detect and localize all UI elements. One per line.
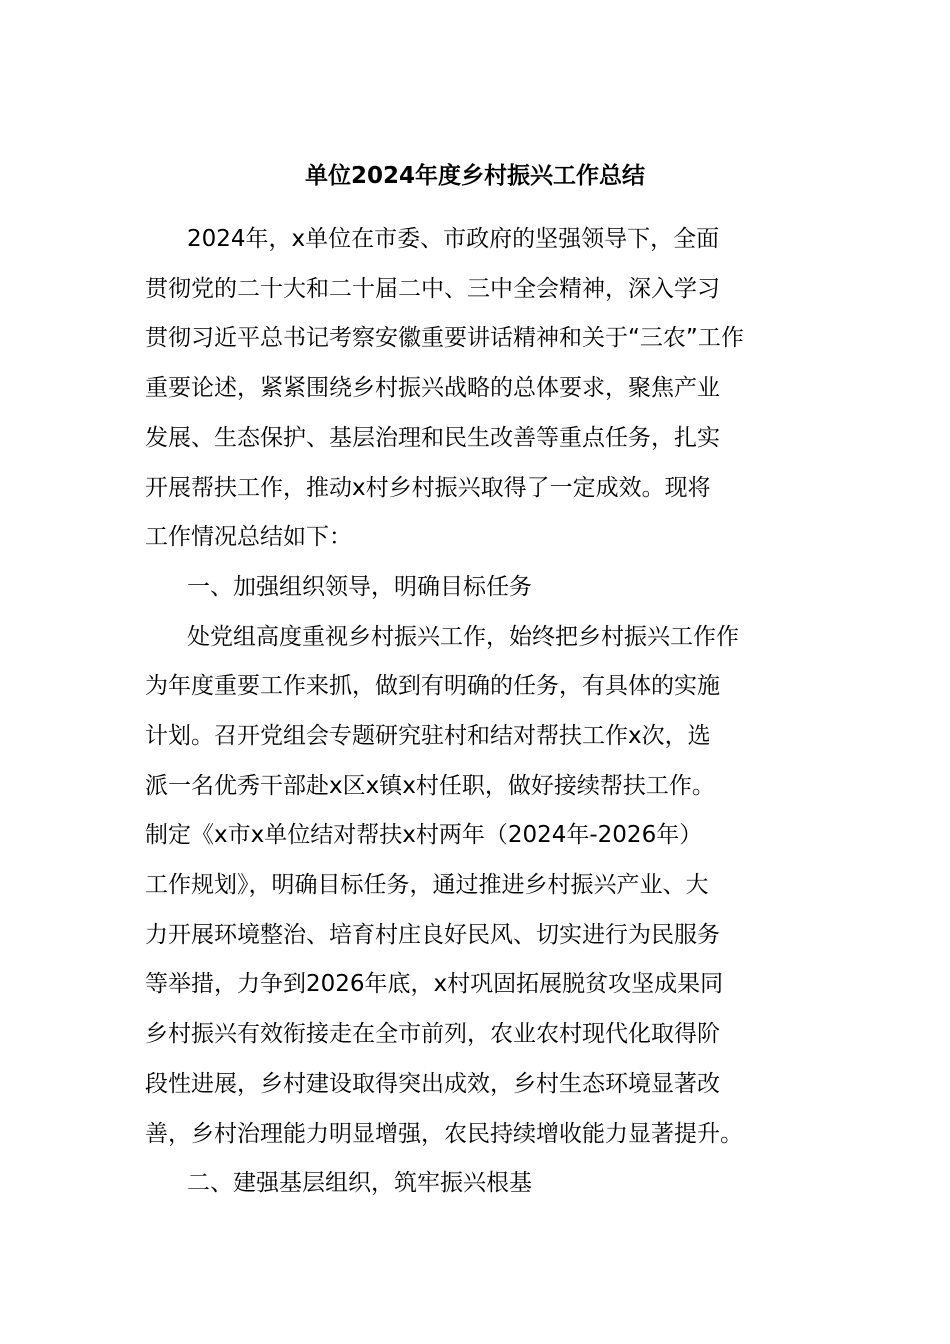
paragraph-line: 段性进展，乡村建设取得突出成效，乡村生态环境显著改 bbox=[145, 1071, 720, 1097]
paragraph-line: 工作情况总结如下： bbox=[145, 524, 352, 550]
paragraph-line: 善，乡村治理能力明显增强，农民持续增收能力显著提升。 bbox=[145, 1121, 743, 1147]
paragraph-line: 工作规划》，明确目标任务，通过推进乡村振兴产业、大 bbox=[145, 872, 709, 898]
paragraph-line: 乡村振兴有效衔接走在全市前列，农业农村现代化取得阶 bbox=[145, 1021, 720, 1047]
paragraph-line: 为年度重要工作来抓，做到有明确的任务，有具体的实施 bbox=[145, 673, 720, 699]
paragraph-line: 派一名优秀干部赴x区x镇x村任职，做好接续帮扶工作。 bbox=[145, 773, 715, 799]
paragraph-line: 力开展环境整治、培育村庄良好民风、切实进行为民服务 bbox=[145, 922, 720, 948]
paragraph-line: 制定《x市x单位结对帮扶x村两年（2024年-2026年） bbox=[145, 822, 703, 848]
section-heading: 一、加强组织领导，明确目标任务 bbox=[187, 574, 532, 600]
paragraph-line: 等举措，力争到2026年底，x村巩固拓展脱贫攻坚成果同 bbox=[145, 971, 724, 997]
paragraph-line: 开展帮扶工作，推动x村乡村振兴取得了一定成效。现将 bbox=[145, 475, 711, 501]
paragraph-line: 处党组高度重视乡村振兴工作，始终把乡村振兴工作作 bbox=[187, 624, 739, 650]
paragraph-line: 发展、生态保护、基层治理和民生改善等重点任务，扎实 bbox=[145, 425, 720, 451]
section-heading: 二、建强基层组织，筑牢振兴根基 bbox=[187, 1170, 532, 1196]
paragraph-line: 重要论述，紧紧围绕乡村振兴战略的总体要求，聚焦产业 bbox=[145, 375, 720, 401]
paragraph-line: 贯彻党的二十大和二十届二中、三中全会精神，深入学习 bbox=[145, 276, 720, 302]
paragraph-line: 贯彻习近平总书记考察安徽重要讲话精神和关于“三农”工作 bbox=[145, 325, 744, 351]
paragraph-line: 2024年，x单位在市委、市政府的坚强领导下，全面 bbox=[187, 226, 720, 252]
document-title: 单位2024年度乡村振兴工作总结 bbox=[304, 163, 645, 189]
paragraph-line: 计划。召开党组会专题研究驻村和结对帮扶工作x次，选 bbox=[145, 723, 711, 749]
